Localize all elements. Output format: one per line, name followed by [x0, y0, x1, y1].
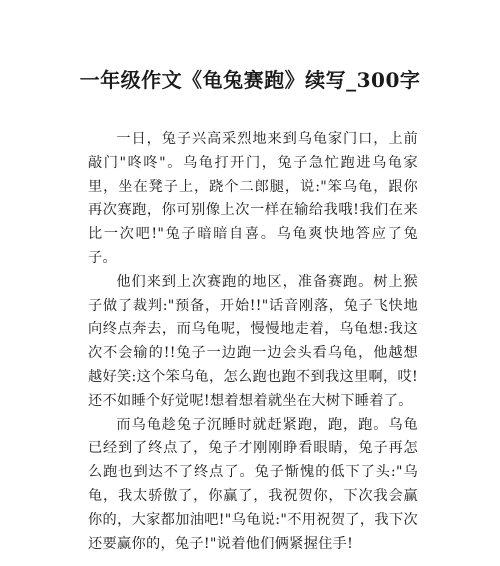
paragraph-1: 一日，兔子兴高采烈地来到乌龟家门口，上前敲门"咚咚"。乌龟打开门，兔子急忙跑进乌龟家里，坐在凳子上，跷个二郎腿，说:"笨乌龟，跟你再次赛跑，你可别像上次一样在输给我哦!我们在来比一次吧!"兔子暗暗自喜。乌龟爽快地答应了兔子。: [88, 131, 418, 266]
document-body: [88, 128, 418, 556]
paragraph-2: 他们来到上次赛跑的地区，准备赛跑。树上猴子做了裁判:"预备，开始!!"话音刚落，兔子飞快地向终点奔去，而乌龟呢，慢慢地走着，乌龟想:我这次不会输的!!兔子一边跑一边会头看乌龟，他越想越好笑:这个笨乌龟，怎么跑也跑不到我这里啊，哎!还不如睡个好觉呢!想着想着就坐在大树下睡着了。: [88, 273, 418, 409]
document-title: 一年级作文《龟兔赛跑》续写_300字: [79, 68, 421, 92]
paragraph-3: 而乌龟趁兔子沉睡时就赶紧跑，跑，跑。乌龟已经到了终点了，兔子才刚刚睁看眼睛，兔子再怎么跑也到达不了终点了。兔子惭愧的低下了头:"乌龟，我太骄傲了，你赢了，我祝贺你，下次我会赢你的，大家都加油吧!"乌龟说:"不用祝贺了，我下次还要赢你的，兔子!"说着他们俩紧握住手!: [88, 416, 418, 552]
